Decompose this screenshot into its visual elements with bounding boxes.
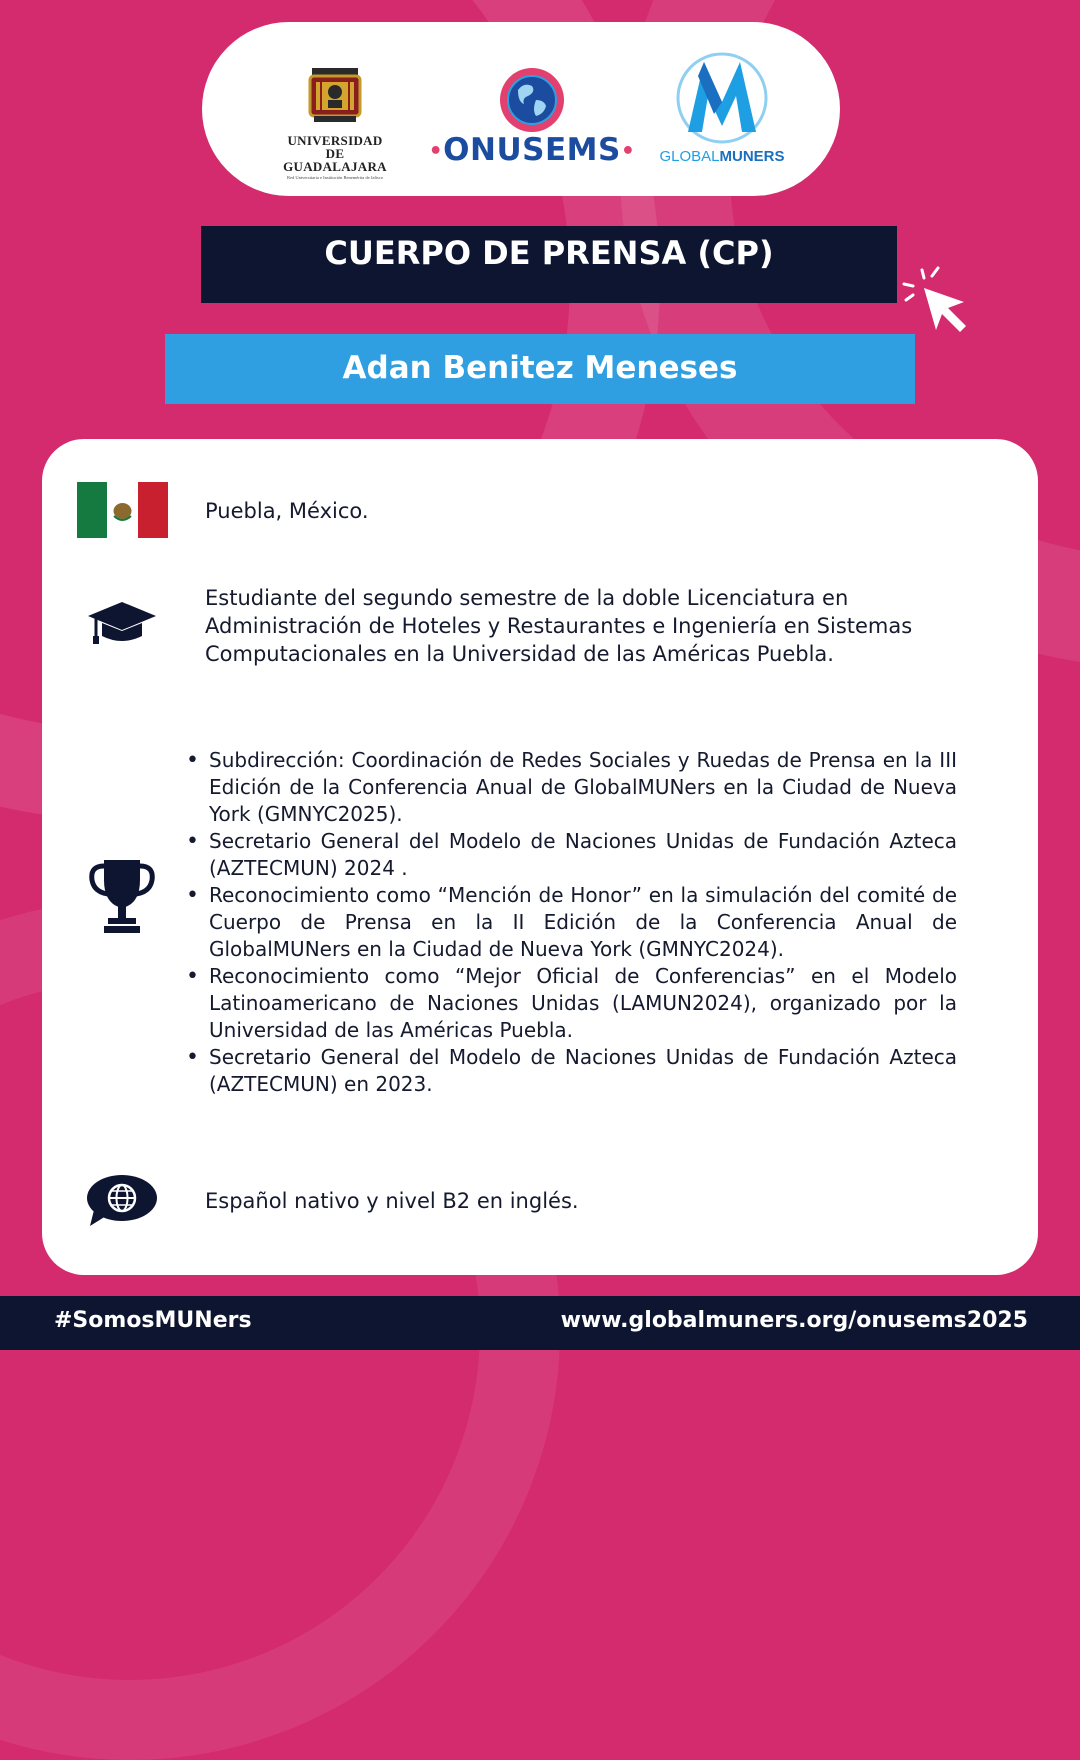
graduation-cap-icon [88, 600, 156, 646]
hashtag-text: #SomosMUNers [54, 1308, 252, 1333]
onusems-wordmark: •ONUSEMS• [428, 132, 636, 168]
achievements-list [186, 747, 957, 1098]
list-item: • Subdirección: Coordinación de Redes Sociales y Ruedas de Prensa en la III Edición de la Conferencia Anual de GlobalMUNers en la Ciudad de Nueva York (GMNYC2025). [186, 747, 957, 828]
languages-text: Español nativo y nivel B2 en inglés. [205, 1189, 579, 1213]
mexico-flag-icon [77, 482, 168, 538]
udg-logo [280, 66, 390, 180]
globalmuners-m-icon [674, 52, 770, 144]
list-item: • Reconocimiento como “Mejor Oficial de Conferencias” en el Modelo Latinoamericano de Naciones Unidas (LAMUN2024), organizado por la Universidad de las Américas Puebla. [186, 963, 957, 1044]
list-item: • Secretario General del Modelo de Naciones Unidas de Fundación Azteca (AZTECMUN) en 2023. [186, 1044, 957, 1098]
location-text: Puebla, México. [205, 499, 369, 523]
footer-bar [0, 1296, 1080, 1350]
delegate-name: Adan Benitez Meneses [165, 334, 915, 404]
udg-tagline: Red Universitaria e Institución Benemérita de Jalisco [287, 175, 383, 180]
globalmuners-wordmark: GLOBALMUNERS [659, 148, 785, 165]
onusems-logo [427, 62, 637, 168]
udg-shield-icon [308, 66, 362, 126]
globe-speech-icon [86, 1174, 158, 1228]
committee-title: CUERPO DE PRENSA (CP) [201, 226, 897, 303]
list-item: • Secretario General del Modelo de Naciones Unidas de Fundación Azteca (AZTECMUN) 2024 . [186, 828, 957, 882]
education-text: Estudiante del segundo semestre de la doble Licenciatura en Administración de Hoteles y Restaurantes e Ingeniería en Sistemas Computacionales en la Universidad de las Américas Puebla. [205, 586, 913, 666]
list-item: • Reconocimiento como “Mención de Honor” en la simulación del comité de Cuerpo de Prensa en la II Edición de la Conferencia Anual de GlobalMUNers en la Ciudad de Nueva York (GMNYC2024). [186, 882, 957, 963]
udg-name: UNIVERSIDAD DE GUADALAJARA [283, 133, 387, 174]
globe-logo-icon [496, 62, 568, 134]
logo-header [202, 22, 840, 196]
website-link[interactable]: www.globalmuners.org/onusems2025 [560, 1308, 1028, 1333]
cursor-click-icon [900, 262, 976, 336]
globalmuners-logo [654, 52, 790, 165]
trophy-icon [88, 858, 156, 934]
